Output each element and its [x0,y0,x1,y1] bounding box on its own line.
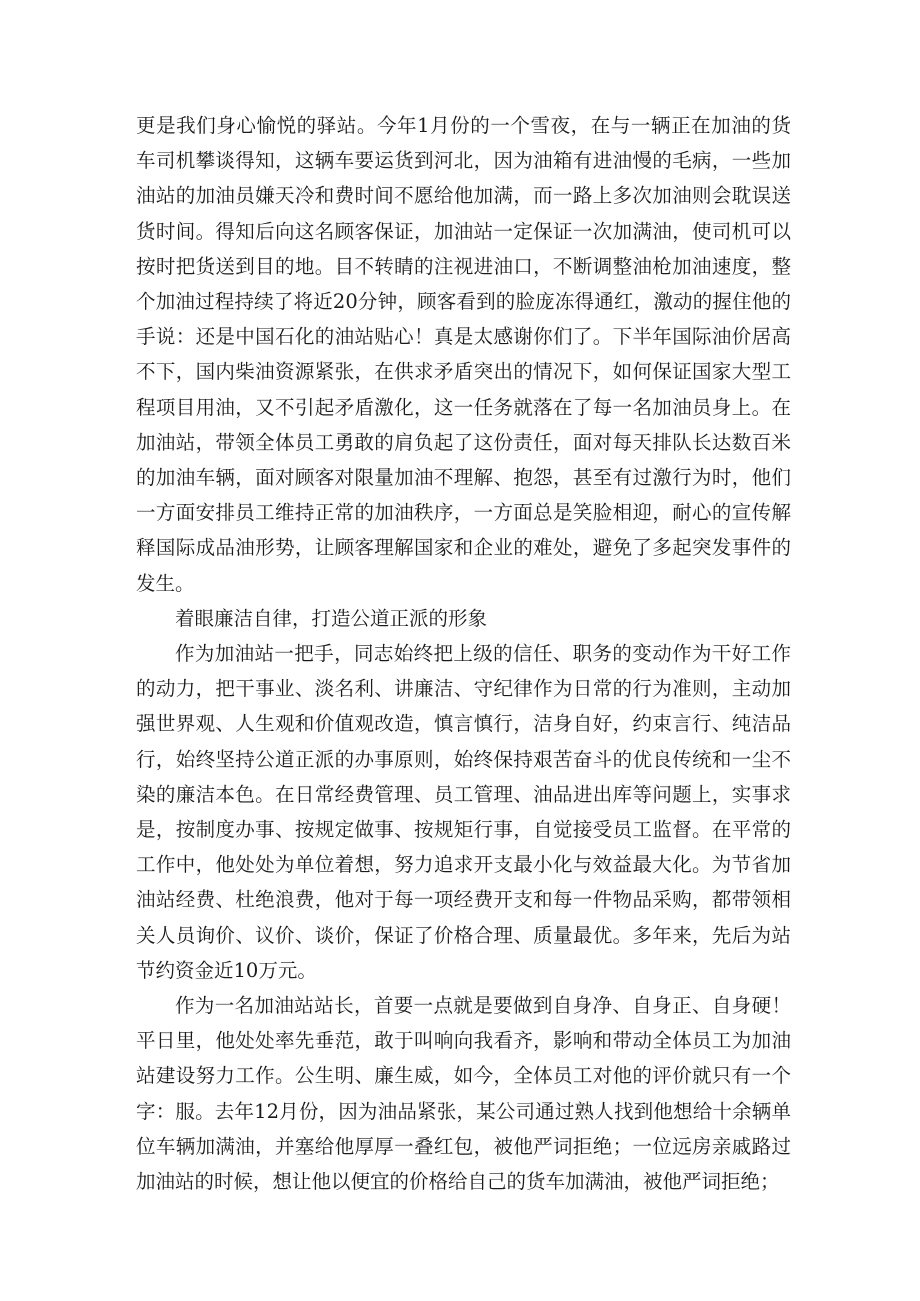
section-heading: 着眼廉洁自律，打造公道正派的形象 [175,606,488,630]
paragraph-leadership: 作为一名加油站站长，首要一点就是要做到自身净、自身正、自身硬！平日里，他处处率先垂范，敢于叫响向我看齐，影响和带动全体员工为加油站建设努力工作。公生明、廉生威，如今，全体员工对他的评价就只有一个字：服。去年12月份，因为油品紧张，某公司通过熟人找到他想给十余辆单位车辆加满油，并塞给他厚厚一叠红包，被他严词拒绝；一位远房亲戚路过加油站的时候，想让他以便宜的价格给自己的货车加满油，被他严词拒绝； [136,994,791,1194]
paragraph-integrity: 作为加油站一把手，同志始终把上级的信任、职务的变动作为干好工作的动力，把干事业、淡名利、讲廉洁、守纪律作为日常的行为准则，主动加强世界观、人生观和价值观改造，慎言慎行，洁身自好，约束言行、纯洁品行，始终坚持公道正派的办事原则，始终保持艰苦奋斗的优良传统和一尘不染的廉洁本色。在日常经费管理、员工管理、油品进出库等问题上，实事求是，按制度办事、按规定做事、按规矩行事，自觉接受员工监督。在平常的工作中，他处处为单位着想，努力追求开支最小化与效益最大化。为节省加油站经费、杜绝浪费，他对于每一项经费开支和每一件物品采购，都带领相关人员询价、议价、谈价，保证了价格合理、质量最优。多年来，先后为站节约资金近10万元。 [136,642,791,982]
document-page [136,108,791,1199]
paragraph-service-story: 更是我们身心愉悦的驿站。今年1月份的一个雪夜，在与一辆正在加油的货车司机攀谈得知，这辆车要运货到河北，因为油箱有进油慢的毛病，一些加油站的加油员嫌天冷和费时间不愿给他加满，而一路上多次加油则会耽误送货时间。得知后向这名顾客保证，加油站一定保证一次加满油，使司机可以按时把货送到目的地。目不转睛的注视进油口，不断调整油枪加油速度，整个加油过程持续了将近20分钟，顾客看到的脸庞冻得通红，激动的握住他的手说：还是中国石化的油站贴心！真是太感谢你们了。下半年国际油价居高不下，国内柴油资源紧张，在供求矛盾突出的情况下，如何保证国家大型工程项目用油，又不引起矛盾激化，这一任务就落在了每一名加油员身上。在加油站，带领全体员工勇敢的肩负起了这份责任，面对每天排队长达数百米的加油车辆，面对顾客对限量加油不理解、抱怨，甚至有过激行为时，他们一方面安排员工维持正常的加油秩序，一方面总是笑脸相迎，耐心的宣传解释国际成品油形势，让顾客理解国家和企业的难处，避免了多起突发事件的发生。 [136,114,791,595]
